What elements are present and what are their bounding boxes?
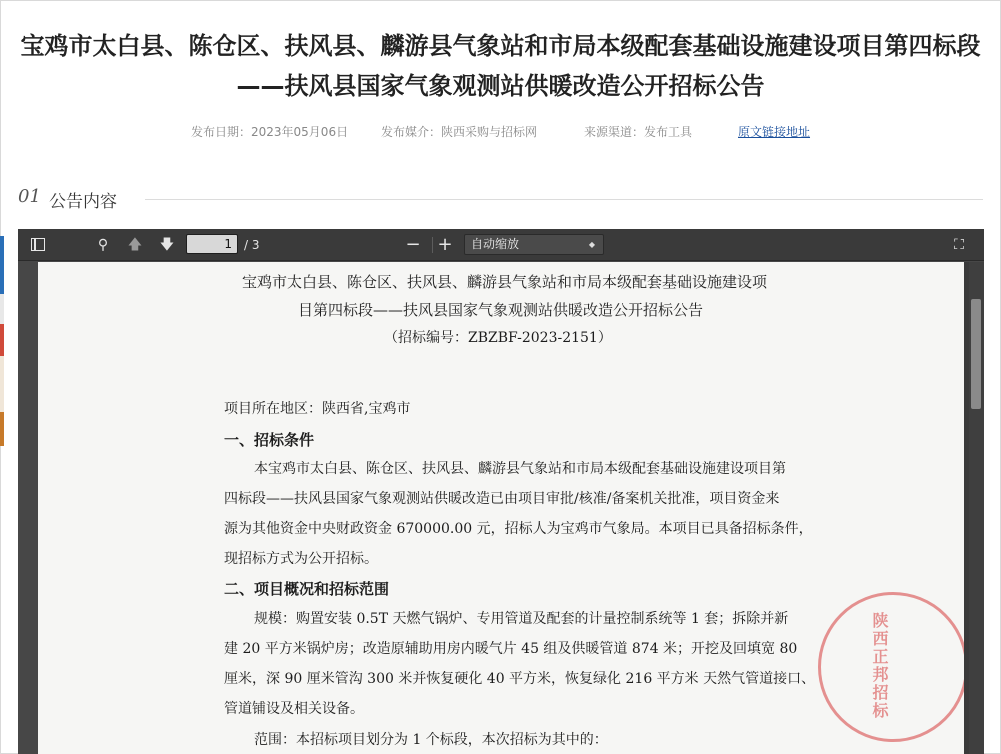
doc-heading: 二、项目概况和招标范围 (224, 580, 390, 598)
doc-paragraph-line: 规模：购置安装 0.5T 天燃气锅炉、专用管道及配套的计量控制系统等 1 套；拆除并新 (254, 611, 789, 627)
sidebar-toggle-icon[interactable] (30, 235, 46, 255)
plus-icon[interactable]: + (437, 234, 453, 255)
zoom-select[interactable] (464, 234, 604, 255)
arrow-up-icon[interactable]: 🡅 (127, 237, 143, 253)
doc-paragraph-line: 管道铺设及相关设备。 (224, 701, 364, 717)
publish-media: 发布媒介：陕西采购与招标网 (381, 125, 538, 139)
fullscreen-icon[interactable]: ⛶ (954, 237, 964, 253)
doc-region: 项目所在地区：陕西省,宝鸡市 (224, 401, 411, 417)
section-label: 公告内容 (49, 192, 117, 212)
doc-paragraph-line: 四标段——扶风县国家气象观测站供暖改造已由项目审批/核准/备案机关批准，项目资金来 (224, 491, 780, 507)
section-number: 01 (18, 186, 41, 207)
scrollbar-thumb[interactable] (971, 299, 981, 409)
left-edge-decoration (0, 236, 4, 446)
doc-paragraph-line: 厘米，深 90 厘米管沟 300 米并恢复硬化 40 平方米，恢复绿化 216 平方米 天然气管道接口、 (224, 671, 816, 687)
doc-paragraph-line: 本宝鸡市太白县、陈仓区、扶风县、麟游县气象站和市局本级配套基础设施建设项目第 (254, 461, 786, 477)
doc-paragraph-line: 现招标方式为公开招标。 (224, 551, 378, 567)
article-meta (0, 123, 1001, 141)
publish-date: 发布日期：2023年05月06日 (191, 125, 349, 139)
doc-paragraph-line: 范围：本招标项目划分为 1 个标段，本次招标为其中的： (254, 732, 608, 748)
article-title: 宝鸡市太白县、陈仓区、扶风县、麟游县气象站和市局本级配套基础设施建设项目第四标段——扶风县国家气象观测站供暖改造公开招标公告 (20, 32, 981, 100)
source-link[interactable]: 原文链接地址 (738, 125, 811, 139)
search-icon[interactable]: ⚲ (97, 237, 109, 253)
pdf-viewer (18, 229, 984, 754)
zoom-select-value: 自动缩放 (471, 237, 520, 251)
toolbar-separator (432, 237, 433, 253)
arrow-down-icon[interactable]: 🡇 (159, 237, 175, 253)
doc-title-line: 目第四标段——扶风县国家气象观测站供暖改造公开招标公告 (298, 301, 704, 319)
source-channel: 来源渠道：发布工具 (584, 125, 693, 139)
doc-bid-number: （招标编号：ZBZBF-2023-2151） (384, 330, 612, 346)
doc-paragraph-line: 建 20 平方米锅炉房；改造原辅助用房内暖气片 45 组及供暖管道 874 米；开挖及回填宽 80 (224, 641, 798, 657)
section-divider (145, 199, 983, 200)
doc-paragraph-line: 源为其他资金中央财政资金 670000.00 元，招标人为宝鸡市气象局。本项目已具备招标条件， (224, 521, 813, 537)
page-total: / 3 (244, 238, 260, 252)
section-header (18, 186, 983, 210)
minus-icon[interactable]: − (405, 234, 421, 255)
pdf-page (38, 262, 964, 754)
seal-stamp-text: 陕西正邦招标 (870, 612, 889, 720)
doc-title-line: 宝鸡市太白县、陈仓区、扶风县、麟游县气象站和市局本级配套基础设施建设项 (242, 273, 768, 291)
pdf-toolbar (18, 229, 984, 261)
chevron-updown-icon: ◆ (588, 240, 595, 249)
doc-heading: 一、招标条件 (224, 431, 315, 449)
page-number-input[interactable] (186, 234, 238, 254)
